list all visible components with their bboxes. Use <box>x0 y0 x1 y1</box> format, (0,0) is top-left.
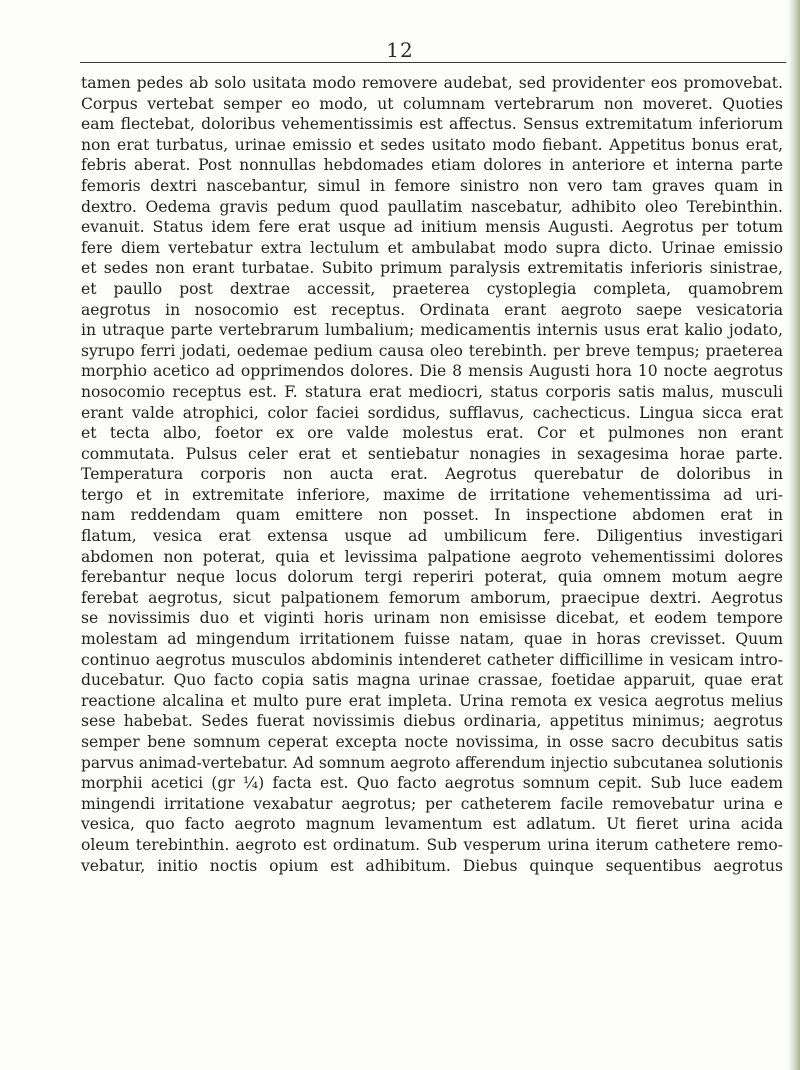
text-line: morphio acetico ad opprimendos dolores. Die 8 mensis Augusti hora 10 nocte aegrotus <box>81 362 783 381</box>
text-line: parvus animad-vertebatur. Ad somnum aegroto afferendum injectio subcutanea solutionis <box>81 753 783 772</box>
text-line: commutata. Pulsus celer erat et sentiebatur nonagies in sexagesima horae parte. <box>81 444 783 463</box>
text-line: et tecta albo, foetor ex ore valde molestus erat. Cor et pulmones non erant <box>81 424 783 443</box>
text-line: sese habebat. Sedes fuerat novissimis diebus ordinaria, appetitus minimus; aegrotus <box>81 712 783 731</box>
header-divider <box>80 62 786 63</box>
text-line: vebatur, initio noctis opium est adhibitum. Diebus quinque sequentibus aegrotus <box>81 856 783 875</box>
text-line: ferebat aegrotus, sicut palpationem femorum amborum, praecipue dextri. Aegrotus <box>81 588 783 607</box>
text-line: continuo aegrotus musculos abdominis intenderet catheter difficillime in vesicam intro- <box>81 650 783 669</box>
text-line: morphii acetici (gr ¼) facta est. Quo facto aegrotus somnum cepit. Sub luce eadem <box>81 774 783 793</box>
page-number: 12 <box>386 38 414 62</box>
text-line: aegrotus in nosocomio est receptus. Ordinata erant aegroto saepe vesicatoria <box>81 300 783 319</box>
text-line: ferebantur neque locus dolorum tergi reperiri poterat, quia omnem motum aegre <box>81 568 783 587</box>
text-line: femoris dextri nascebantur, simul in femore sinistro non vero tam graves quam in <box>81 176 783 195</box>
text-line: et sedes non erant turbatae. Subito primum paralysis extremitatis inferioris sinistrae, <box>81 259 783 278</box>
text-line: eam flectebat, doloribus vehementissimis est affectus. Sensus extremitatum inferiorum <box>81 115 783 134</box>
text-line: vesica, quo facto aegroto magnum levamentum est adlatum. Ut fieret urina acida <box>81 815 783 834</box>
text-line: flatum, vesica erat extensa usque ad umbilicum fere. Diligentius investigari <box>81 527 783 546</box>
text-line: syrupo ferri jodati, oedemae pedium causa oleo terebinth. per breve tempus; praeterea <box>81 341 783 360</box>
text-line: reactione alcalina et multo pure erat impleta. Urina remota ex vesica aegrotus melius <box>81 691 783 710</box>
text-line: fere diem vertebatur extra lectulum et ambulabat modo supra dicto. Urinae emissio <box>81 238 783 257</box>
text-line: erant valde atrophici, color faciei sordidus, sufflavus, cachecticus. Lingua sicca erat <box>81 403 783 422</box>
text-line: tamen pedes ab solo usitata modo removere audebat, sed providenter eos promovebat. <box>81 74 783 92</box>
text-line: Temperatura corporis non aucta erat. Aegrotus querebatur de doloribus in <box>81 465 783 484</box>
text-line: tergo et in extremitate inferiore, maxime de irritatione vehementissima ad uri- <box>81 485 783 504</box>
text-line: se novissimis duo et viginti horis urinam non emisisse dicebat, et eodem tempore <box>81 609 783 628</box>
text-line: abdomen non poterat, quia et levissima palpatione aegroto vehementissimi dolores <box>81 547 783 566</box>
page-edge-shadow <box>788 0 800 1070</box>
text-line: in utraque parte vertebrarum lumbalium; medicamentis internis usus erat kalio jodato, <box>81 321 783 340</box>
text-line: semper bene somnum ceperat excepta nocte novissima, in osse sacro decubitus satis <box>81 733 783 751</box>
text-line: febris aberat. Post nonnullas hebdomades etiam dolores in anteriore et interna parte <box>81 156 783 175</box>
text-line: ducebatur. Quo facto copia satis magna urinae crassae, foetidae apparuit, quae erat <box>81 671 783 690</box>
text-line: nam reddendam quam emittere non posset. In inspectione abdomen erat in <box>81 506 783 525</box>
text-line: non erat turbatus, urinae emissio et sedes usitato modo fiebant. Appetitus bonus erat, <box>81 135 783 154</box>
text-line: dextro. Oedema gravis pedum quod paullatim nascebatur, adhibito oleo Terebinthin. <box>81 197 783 216</box>
text-line: evanuit. Status idem fere erat usque ad initium mensis Augusti. Aegrotus per totum <box>81 218 783 237</box>
text-line: oleum terebinthin. aegroto est ordinatum. Sub vesperum urina iterum cathetere remo- <box>81 835 783 854</box>
text-line: mingendi irritatione vexabatur aegrotus; per catheterem facile removebatur urina e <box>81 794 783 813</box>
text-line: et paullo post dextrae accessit, praeterea cystoplegia completa, quamobrem <box>81 279 783 298</box>
body-text <box>81 73 783 876</box>
text-line: nosocomio receptus est. F. statura erat mediocri, status corporis satis malus, musculi <box>81 382 783 401</box>
text-line: Corpus vertebat semper eo modo, ut columnam vertebrarum non moveret. Quoties <box>81 94 783 113</box>
text-line: molestam ad mingendum irritationem fuisse natam, quae in horas crevisset. Quum <box>81 630 783 649</box>
